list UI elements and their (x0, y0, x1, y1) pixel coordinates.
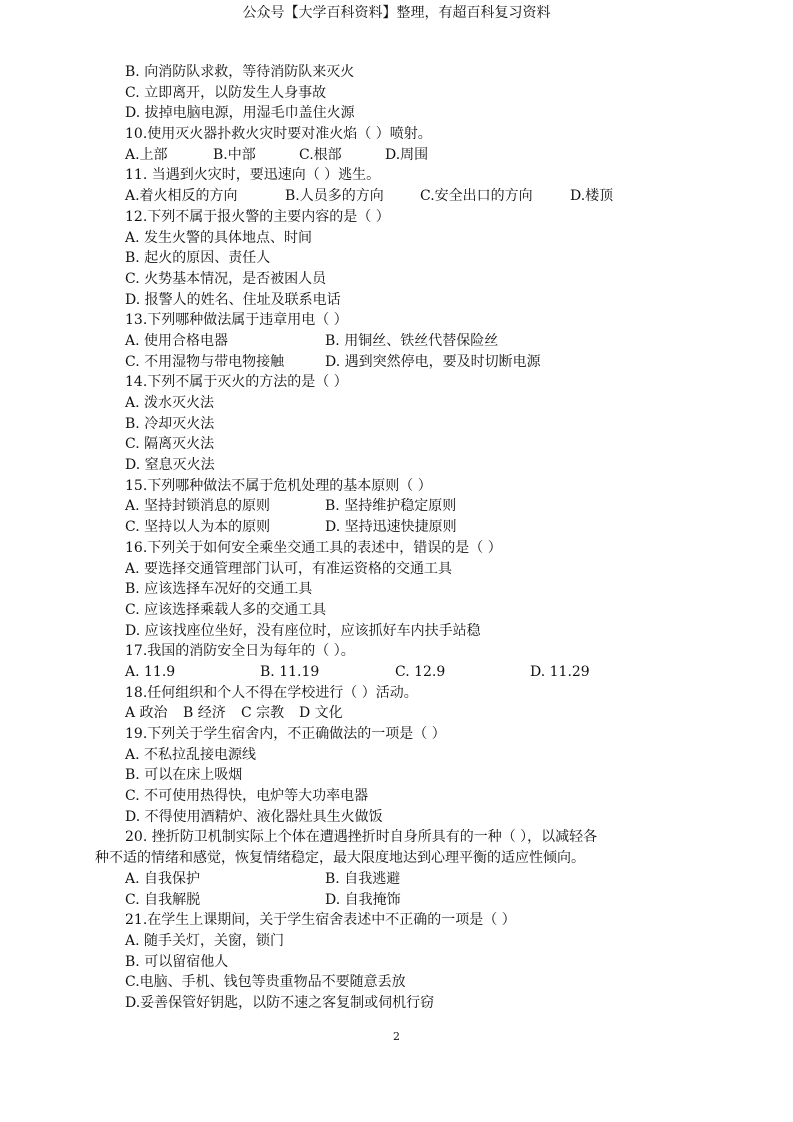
option-a: A. 使用合格电器 (125, 332, 229, 349)
option-d: D. 自我掩饰 (325, 891, 401, 908)
question-19: 19.下列关于学生宿舍内，不正确做法的一项是（ ） (125, 726, 446, 742)
option-a: A.着火相反的方向 (125, 188, 238, 205)
option-a: A. 发生火警的具体地点、时间 (125, 229, 313, 246)
question-11: 11. 当遇到火灾时，要迅速向（ ）逃生。 (125, 167, 381, 184)
question-20: 20. 挫折防卫机制实际上个体在遭遇挫折时自身所具有的一种（ ），以减轻各 (125, 829, 598, 846)
question-20-options-ab (125, 869, 725, 890)
option-b: B. 自我逃避 (325, 870, 401, 887)
option-d: D 文化 (299, 705, 343, 722)
option-b: B 经济 (183, 705, 226, 722)
question-18-options (125, 703, 725, 724)
question-20-continued: 种不适的情绪和感觉，恢复情绪稳定，最大限度地达到心理平衡的适应性倾向。 (95, 850, 585, 867)
option-c: C. 立即离开，以防发生人身事故 (125, 84, 327, 101)
option-d: D. 拔掉电脑电源，用湿毛巾盖住火源 (125, 105, 355, 122)
option-a: A 政治 (125, 705, 168, 722)
option-d: D. 窒息灭火法 (125, 457, 215, 474)
option-d: D. 遇到突然停电，要及时切断电源 (325, 353, 541, 370)
option-d: D. 报警人的姓名、住址及联系电话 (125, 291, 341, 308)
question-17-options (125, 662, 725, 683)
option-a: A. 泼水灭火法 (125, 395, 215, 411)
page-number: 2 (393, 1030, 400, 1043)
option-b: B. 坚持维护稳定原则 (325, 498, 457, 515)
option-d: D.妥善保管好钥匙，以防不速之客复制或伺机行窃 (125, 994, 435, 1011)
question-10-options (125, 145, 725, 166)
question-13-options-cd (125, 352, 725, 373)
option-b: B. 应该选择车况好的交通工具 (125, 581, 313, 598)
option-b: B. 可以在床上吸烟 (125, 767, 243, 784)
option-d: D.楼顶 (570, 188, 614, 205)
question-21: 21.在学生上课期间，关于学生宿舍表述中不正确的一项是（ ） (125, 912, 516, 929)
question-17: 17.我国的消防安全日为每年的（ ）。 (125, 643, 355, 660)
option-c: C. 12.9 (395, 663, 446, 680)
option-a: A.上部 (125, 146, 168, 163)
option-c: C. 不用湿物与带电物接触 (125, 353, 285, 370)
question-12: 12.下列不属于报火警的主要内容的是（ ） (125, 208, 390, 225)
option-c: C.安全出口的方向 (420, 188, 533, 205)
option-d: D. 应该找座位坐好，没有座位时，应该抓好车内扶手站稳 (125, 622, 481, 639)
option-b: B. 11.19 (260, 663, 320, 680)
option-d: D.周围 (385, 146, 429, 163)
option-c: C. 火势基本情况，是否被困人员 (125, 270, 327, 287)
option-c: C. 坚持以人为本的原则 (125, 519, 271, 536)
question-10: 10.使用灭火器扑救火灾时要对准火焰（ ）喷射。 (125, 126, 432, 143)
option-b: B. 可以留宿他人 (125, 953, 229, 970)
question-15: 15.下列哪种做法不属于危机处理的基本原则（ ） (125, 477, 432, 494)
option-c: C. 隔离灭火法 (125, 436, 215, 453)
page-header: 公众号【大学百科资料】整理，有超百科复习资料 (242, 5, 551, 21)
option-a: A. 自我保护 (125, 870, 201, 887)
question-15-options-ab (125, 496, 725, 517)
option-a: A. 坚持封锁消息的原则 (125, 498, 271, 515)
question-14: 14.下列不属于灭火的方法的是（ ） (125, 374, 348, 391)
option-c: C. 不可使用热得快，电炉等大功率电器 (125, 788, 369, 805)
option-b: B.人员多的方向 (285, 188, 384, 205)
option-c: C. 自我解脱 (125, 891, 201, 908)
option-a: A. 不私拉乱接电源线 (125, 746, 257, 763)
option-b: B. 冷却灭火法 (125, 415, 215, 432)
option-c: C.电脑、手机、钱包等贵重物品不要随意丢放 (125, 974, 406, 991)
option-d: D. 不得使用酒精炉、液化器灶具生火做饭 (125, 808, 383, 825)
question-13-options-ab (125, 331, 725, 352)
option-a: A. 随手关灯，关窗，锁门 (125, 932, 285, 949)
option-b: B. 向消防队求救，等待消防队来灭火 (125, 64, 355, 80)
option-c: C 宗教 (241, 705, 285, 722)
option-b: B.中部 (213, 146, 256, 163)
question-15-options-cd (125, 517, 725, 538)
question-18: 18.任何组织和个人不得在学校进行（ ）活动。 (125, 684, 418, 701)
option-a: A. 要选择交通管理部门认可，有准运资格的交通工具 (125, 560, 453, 577)
question-11-options (125, 186, 725, 207)
option-d: D. 坚持迅速快捷原则 (325, 519, 457, 536)
option-a: A. 11.9 (125, 663, 176, 680)
question-20-options-cd (125, 890, 725, 911)
option-c: C.根部 (299, 146, 342, 163)
option-d: D. 11.29 (530, 663, 590, 680)
option-b: B. 起火的原因、责任人 (125, 250, 271, 267)
question-list (95, 62, 725, 1014)
question-13: 13.下列哪种做法属于违章用电（ ） (125, 312, 348, 329)
question-16: 16.下列关于如何安全乘坐交通工具的表述中，错误的是（ ） (125, 539, 502, 556)
option-c: C. 应该选择乘载人多的交通工具 (125, 601, 327, 618)
option-b: B. 用铜丝、铁丝代替保险丝 (325, 332, 499, 349)
